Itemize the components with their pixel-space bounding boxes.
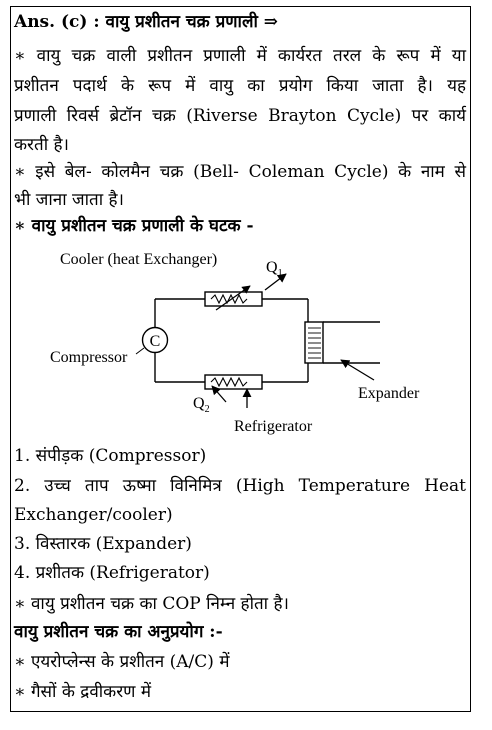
compressor-symbol bbox=[143, 328, 168, 353]
expander-label: Expander bbox=[358, 385, 420, 402]
compressor-leader bbox=[136, 348, 144, 354]
paragraph-2-line-1: ∗ इसे बेल- कोलमैन चक्र (Bell- Coleman Cycle) के नाम से bbox=[14, 162, 466, 182]
component-1: 1. संपीड़क (Compressor) bbox=[14, 446, 207, 466]
component-3: 3. विस्तारक (Expander) bbox=[14, 534, 192, 554]
component-2-continued: Exchanger/cooler) bbox=[14, 505, 173, 525]
cop-note: ∗ वायु प्रशीतन चक्र का COP निम्न होता है। bbox=[14, 594, 289, 614]
answer-title: वायु प्रशीतन चक्र प्रणाली ⇒ bbox=[105, 12, 279, 32]
cycle-piping bbox=[155, 299, 308, 382]
expander-symbol bbox=[305, 322, 380, 363]
q2-label: $Q_2$ bbox=[193, 395, 210, 415]
paragraph-1-line-3: प्रणाली रिवर्स ब्रेटॉन चक्र (Riverse Brayton Cycle) पर कार्य bbox=[14, 106, 466, 126]
cooler-heat-exchanger bbox=[205, 286, 262, 310]
applications-heading: वायु प्रशीतन चक्र का अनुप्रयोग :- bbox=[14, 622, 223, 642]
cooler-label: Cooler (heat Exchanger) bbox=[60, 251, 218, 268]
compressor-letter: C bbox=[149, 333, 161, 350]
compressor-label: Compressor bbox=[50, 349, 128, 366]
component-2: 2. उच्च ताप ऊष्मा विनिमित्र (High Temperature Heat bbox=[14, 476, 466, 496]
answer-heading bbox=[14, 10, 278, 34]
paragraph-1-line-1: ∗ वायु चक्र वाली प्रशीतन प्रणाली में कार्यरत तरल के रूप में या bbox=[14, 46, 466, 66]
paragraph-1-line-4: करती है। bbox=[14, 135, 69, 155]
application-2: ∗ गैसों के द्रवीकरण में bbox=[14, 682, 152, 702]
q1-label: $Q_1$ bbox=[266, 259, 283, 279]
component-4: 4. प्रशीतक (Refrigerator) bbox=[14, 563, 210, 583]
answer-prefix: Ans. (c) : bbox=[14, 12, 100, 32]
paragraph-2-line-2: भी जाना जाता है। bbox=[14, 190, 125, 210]
application-1: ∗ एयरोप्लेन्स के प्रशीतन (A/C) में bbox=[14, 652, 230, 672]
refrigerator-label: Refrigerator bbox=[234, 418, 313, 435]
paragraph-1-line-2: प्रशीतन पदार्थ के रूप में वायु का प्रयोग किया जाता है। यह bbox=[14, 76, 466, 96]
air-refrigeration-cycle-diagram bbox=[40, 240, 460, 440]
q1-arrow bbox=[265, 274, 286, 290]
components-heading: ∗ वायु प्रशीतन चक्र प्रणाली के घटक - bbox=[14, 216, 254, 236]
